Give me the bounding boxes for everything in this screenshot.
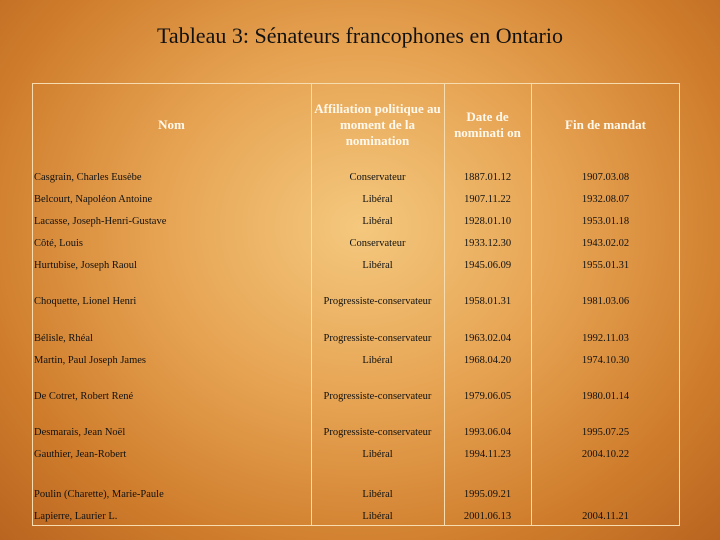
cell-start-date: 1979.06.05 [463, 391, 512, 402]
cell-start-date: 1907.11.22 [464, 194, 511, 205]
cell-end-date: 1932.08.07 [581, 194, 630, 205]
cell-name: Bélisle, Rhéal [34, 333, 93, 344]
cell-end-date: 2004.11.21 [582, 511, 629, 522]
cell-party: Conservateur [349, 172, 406, 183]
cell-name: Côté, Louis [34, 238, 83, 249]
cell-end-date: 1980.01.14 [581, 391, 630, 402]
cell-party: Progressiste-conservateur [323, 296, 432, 307]
cell-start-date: 1995.09.21 [463, 489, 512, 500]
cell-party: Libéral [362, 355, 393, 366]
cell-end-date: 1955.01.31 [581, 260, 630, 271]
cell-name: Poulin (Charette), Marie-Paule [34, 489, 164, 500]
cell-party: Progressiste-conservateur [323, 427, 432, 438]
cell-name: Lacasse, Joseph-Henri-Gustave [34, 216, 167, 227]
cell-start-date: 1933.12.30 [463, 238, 512, 249]
cell-party: Libéral [362, 511, 393, 522]
table-border-bottom [32, 525, 680, 526]
header-end: Fin de mandat [565, 117, 646, 132]
cell-name: Gauthier, Jean-Robert [34, 449, 127, 460]
cell-end-date: 1907.03.08 [581, 172, 630, 183]
cell-party: Conservateur [349, 238, 406, 249]
cell-name: Desmarais, Jean Noël [34, 427, 126, 438]
cell-name: De Cotret, Robert René [34, 391, 134, 402]
cell-party: Libéral [362, 194, 393, 205]
header-name: Nom [158, 117, 185, 132]
cell-start-date: 1958.01.31 [463, 296, 512, 307]
cell-start-date: 2001.06.13 [463, 511, 512, 522]
cell-party: Libéral [362, 449, 393, 460]
cell-end-date [531, 463, 680, 503]
cell-party: Libéral [362, 216, 393, 227]
cell-end-date: 1943.02.02 [581, 238, 630, 249]
cell-party: Progressiste-conservateur [323, 333, 432, 344]
cell-start-date: 1945.06.09 [463, 260, 512, 271]
cell-end-date: 1953.01.18 [581, 216, 630, 227]
cell-name: Martin, Paul Joseph James [34, 355, 146, 366]
cell-end-date: 1992.11.03 [582, 333, 629, 344]
cell-name: Belcourt, Napoléon Antoine [34, 194, 153, 205]
cell-party: Libéral [362, 260, 393, 271]
header-party: Affiliation politique au moment de la nomination [314, 101, 441, 148]
cell-start-date: 1994.11.23 [464, 449, 511, 460]
cell-name: Casgrain, Charles Eusèbe [34, 172, 142, 183]
cell-party: Libéral [362, 489, 393, 500]
header-start: Date de nominati on [454, 109, 521, 140]
cell-end-date: 1981.03.06 [581, 296, 630, 307]
cell-start-date: 1928.01.10 [463, 216, 512, 227]
cell-start-date: 1968.04.20 [463, 355, 512, 366]
cell-name: Choquette, Lionel Henri [34, 296, 137, 307]
senators-table [32, 83, 680, 526]
cell-start-date: 1993.06.04 [463, 427, 512, 438]
cell-start-date: 1963.02.04 [463, 333, 512, 344]
cell-start-date: 1887.01.12 [463, 172, 512, 183]
cell-end-date: 1974.10.30 [581, 355, 630, 366]
slide-title: Tableau 3: Sénateurs francophones en Ontario [157, 23, 563, 48]
cell-name: Lapierre, Laurier L. [34, 511, 118, 522]
cell-end-date: 1995.07.25 [581, 427, 630, 438]
cell-end-date: 2004.10.22 [581, 449, 630, 460]
cell-party: Progressiste-conservateur [323, 391, 432, 402]
cell-name: Hurtubise, Joseph Raoul [34, 260, 137, 271]
